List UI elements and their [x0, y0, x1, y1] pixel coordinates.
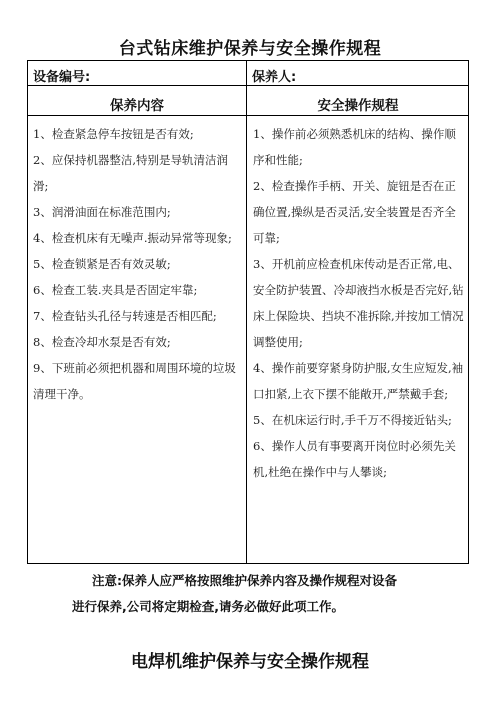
list-item: 3、开机前应检查机床传动是否正常,电、安全防护装置、冷却液挡水板是否完好,钻床上保险块、挡块不准拆除,并按加工情况调整使用;	[253, 257, 464, 349]
list-item: 5、检查锁紧是否有效灵敏;	[33, 257, 171, 271]
document-title: 台式钻床维护保养与安全操作规程	[118, 39, 382, 59]
list-item: 6、操作人员有事要离开岗位时必须先关机,杜绝在操作中与人攀谈;	[253, 439, 456, 479]
row-divider-titles	[28, 115, 468, 116]
list-item: 3、润滑油面在标准范围内;	[33, 205, 171, 219]
list-item: 6、检查工装.夹具是否固定牢靠;	[33, 283, 198, 297]
list-item: 7、检查钻头孔径与转速是否相匹配;	[33, 309, 217, 323]
maintenance-content-heading: 保养内容	[110, 98, 164, 114]
list-item: 8、检查冷却水泵是否有效;	[33, 335, 171, 349]
column-divider	[246, 61, 247, 563]
list-item: 1、操作前必须熟悉机床的结构、操作顺序和性能;	[253, 127, 456, 167]
device-number-label: 设备编号:	[33, 70, 91, 85]
safety-procedure-heading: 安全操作规程	[317, 98, 399, 114]
safety-items-list	[253, 121, 465, 485]
list-item: 2、检查操作手柄、开关、旋钮是否在正确位置,操纵是否灵活,安全装置是否齐全可靠;	[253, 179, 456, 245]
list-item: 4、检查机床有无噪声.振动异常等现象;	[33, 231, 232, 245]
maintenance-items-list	[33, 121, 241, 407]
maintenance-table	[27, 60, 469, 564]
list-item: 4、操作前要穿紧身防护服,女生应短发,袖口扣紧,上衣下摆不能敞开,严禁戴手套;	[253, 361, 464, 401]
list-item: 9、下班前必须把机器和周围环境的垃圾清理干净。	[33, 361, 236, 401]
maintainer-label: 保养人:	[252, 70, 297, 85]
note-line-1: 注意:保养人应严格按照维护保养内容及操作规程对设备	[92, 573, 397, 588]
list-item: 1、检查紧急停车按钮是否有效;	[33, 127, 194, 141]
list-item: 5、在机床运行时,手千万不得接近钻头;	[253, 413, 452, 427]
row-divider-header	[28, 85, 468, 86]
note-line-2: 进行保养,公司将定期检查,请务必做好此项工作。	[72, 599, 344, 614]
next-section-title: 电焊机维护保养与安全操作规程	[131, 652, 369, 672]
list-item: 2、应保持机器整洁,特别是导轨清洁润滑;	[33, 153, 228, 193]
